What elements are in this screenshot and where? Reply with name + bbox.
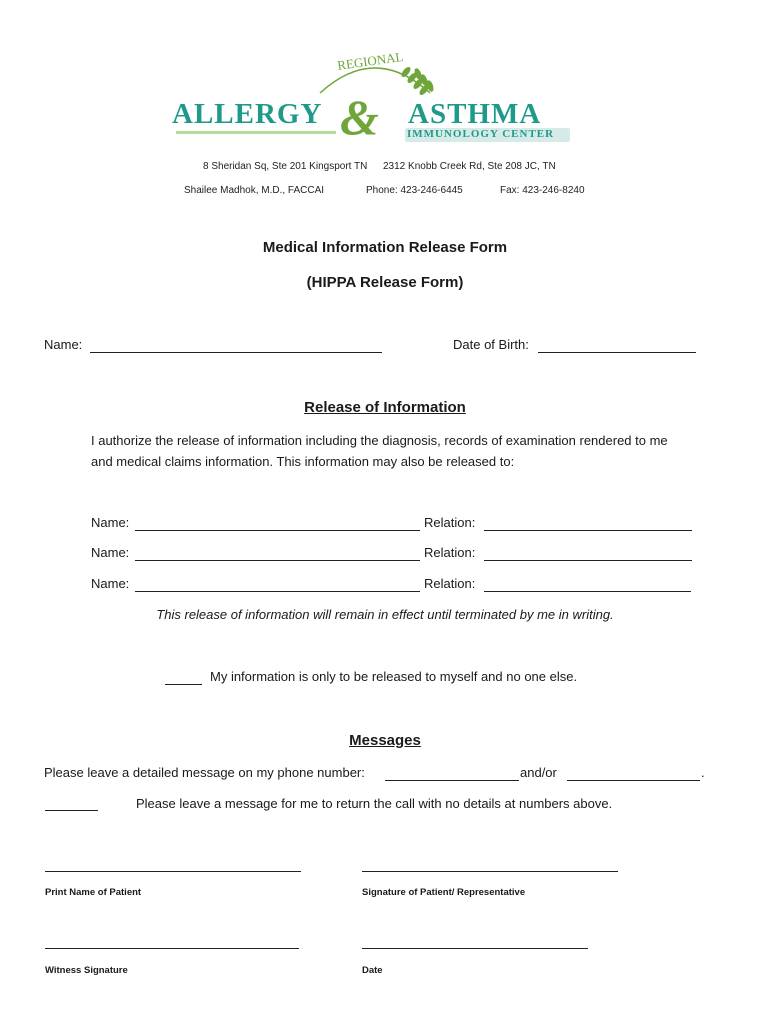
doctor-name: Shailee Madhok, M.D., FACCAI: [184, 185, 325, 196]
detailed-message-label: Please leave a detailed message on my phone number:: [44, 765, 365, 780]
release-name-label-1: Name:: [91, 515, 130, 530]
witness-signature-label: Witness Signature: [45, 965, 128, 976]
logo-regional-text: REGIONAL: [336, 48, 405, 73]
logo-underline: [176, 131, 336, 134]
release-name-field-3[interactable]: [135, 591, 420, 592]
print-name-line[interactable]: [45, 871, 301, 872]
release-paragraph-line1: I authorize the release of information including the diagnosis, records of examination rendered to me: [91, 433, 668, 448]
no-details-checkline[interactable]: [45, 810, 98, 811]
release-note: This release of information will remain in effect until terminated by me in writing.: [156, 607, 614, 622]
patient-name-label: Name:: [44, 337, 83, 352]
release-relation-label-1: Relation:: [424, 515, 476, 530]
address-jc: 2312 Knobb Creek Rd, Ste 208 JC, TN: [383, 161, 556, 172]
phone-number: Phone: 423-246-6445: [366, 185, 463, 196]
page-title: Medical Information Release Form: [262, 239, 508, 256]
logo-asthma-text: ASTHMA: [408, 98, 542, 130]
logo-allergy-text: ALLERGY: [172, 98, 323, 130]
phone-number-field-2[interactable]: [567, 780, 700, 781]
date-line[interactable]: [362, 948, 588, 949]
logo-ampersand: &: [340, 89, 380, 145]
release-relation-field-3[interactable]: [484, 591, 691, 592]
dob-field[interactable]: [538, 352, 696, 353]
phone-number-field-1[interactable]: [385, 780, 519, 781]
no-details-text: Please leave a message for me to return the call with no details at numbers above.: [136, 796, 613, 811]
address-kingsport: 8 Sheridan Sq, Ste 201 Kingsport TN: [203, 161, 368, 172]
fax-number: Fax: 423-246-8240: [500, 185, 585, 196]
page-subtitle: (HIPPA Release Form): [306, 274, 464, 291]
release-relation-label-2: Relation:: [424, 545, 476, 560]
release-name-label-2: Name:: [91, 545, 130, 560]
release-name-field-2[interactable]: [135, 560, 420, 561]
detailed-message-period: .: [701, 765, 705, 780]
print-name-label: Print Name of Patient: [45, 887, 142, 898]
date-label: Date: [362, 965, 383, 976]
logo-subtitle: IMMUNOLOGY CENTER: [407, 128, 555, 140]
release-relation-label-3: Relation:: [424, 576, 476, 591]
self-only-checkline[interactable]: [165, 684, 202, 685]
self-only-text: My information is only to be released to myself and no one else.: [210, 669, 578, 684]
patient-signature-label: Signature of Patient/ Representative: [362, 887, 526, 898]
andor-label: and/or: [520, 765, 557, 780]
release-name-field-1[interactable]: [135, 530, 420, 531]
messages-heading: Messages: [349, 732, 421, 749]
release-paragraph-line2: and medical claims information. This information may also be released to:: [91, 454, 515, 469]
patient-signature-line[interactable]: [362, 871, 618, 872]
release-name-label-3: Name:: [91, 576, 130, 591]
witness-signature-line[interactable]: [45, 948, 299, 949]
patient-name-field[interactable]: [90, 352, 382, 353]
release-relation-field-1[interactable]: [484, 530, 692, 531]
release-heading: Release of Information: [304, 399, 466, 416]
dob-label: Date of Birth:: [453, 337, 529, 352]
release-relation-field-2[interactable]: [484, 560, 692, 561]
